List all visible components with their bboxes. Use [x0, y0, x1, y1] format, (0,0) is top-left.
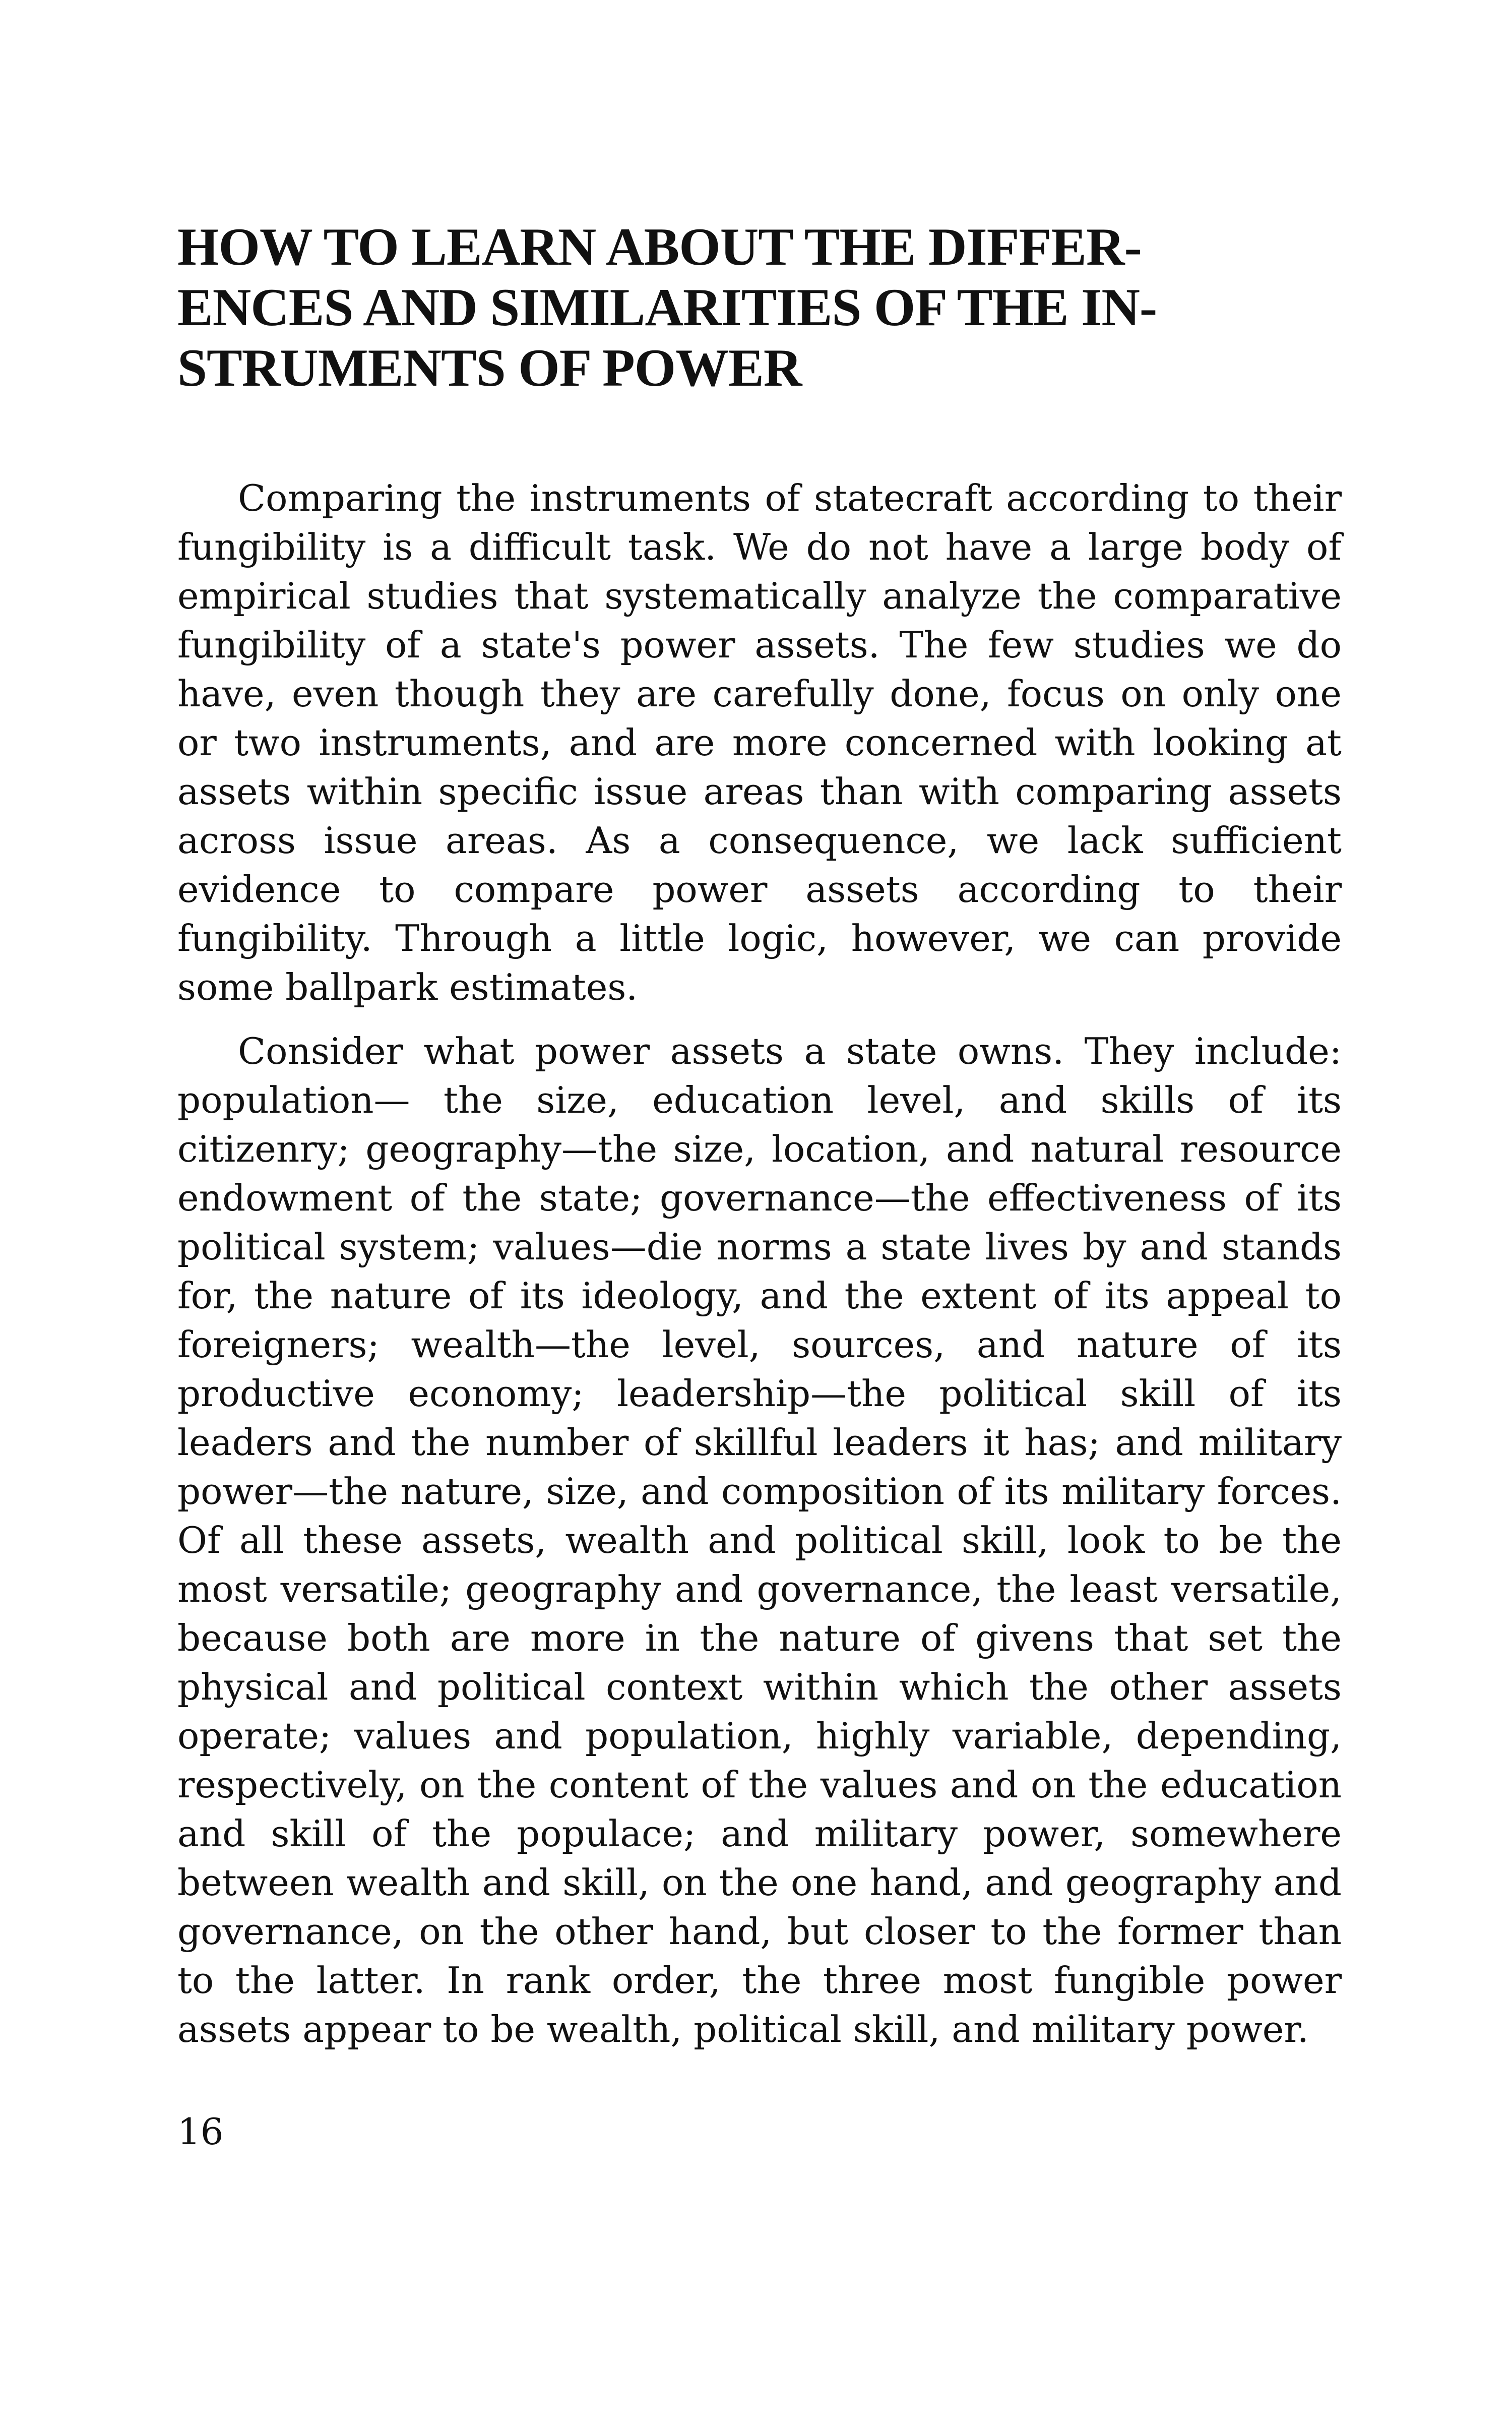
heading-line: STRUMENTS OF POWER [177, 338, 802, 397]
paragraph: Consider what power assets a state owns. They include: population— the size, education level, and skills of its citizenry; geography—the size, location, and natural resource endowment of the state; governance—the effectiveness of its political system; values—die norms a state lives by and stands for, the nature of its ideology, and the extent of its appeal to foreigners; wealth—the level, sources, and nature of its productive economy; leadership—the political skill of its leaders and the number of skillful leaders it has; and military power—the nature, size, and composition of its military forces. Of all these assets, wealth and political skill, look to be the most versatile; geography and governance, the least versatile, because both are more in the nature of givens that set the physical and political context within which the other assets operate; values and population, highly variable, depending, respectively, on the content of the values and on the education and skill of the populace; and military power, somewhere between wealth and skill, on the one hand, and geography and governance, on the other hand, but closer to the former than to the latter. In rank order, the three most fungible power assets appear to be wealth, political skill, and military power. [177, 1030, 1342, 2050]
heading-line: HOW TO LEARN ABOUT THE DIFFER- [177, 217, 1142, 276]
heading-line: ENCES AND SIMILARITIES OF THE IN- [177, 278, 1157, 337]
section-heading [177, 217, 1342, 398]
body-text [177, 474, 1342, 2054]
page-number: 16 [177, 2110, 224, 2153]
page-content [177, 217, 1342, 2069]
paragraph: Comparing the instruments of statecraft according to their fungibility is a difficult task. We do not have a large body of empirical studies that systematically analyze the comparative fungibility of a state's power assets. The few studies we do have, even though they are carefully done, focus on only one or two instruments, and are more concerned with looking at assets within specific issue areas than with comparing assets across issue areas. As a consequence, we lack sufficient evidence to compare power assets according to their fungibility. Through a little logic, however, we can provide some ballpark estimates. [177, 477, 1342, 1008]
